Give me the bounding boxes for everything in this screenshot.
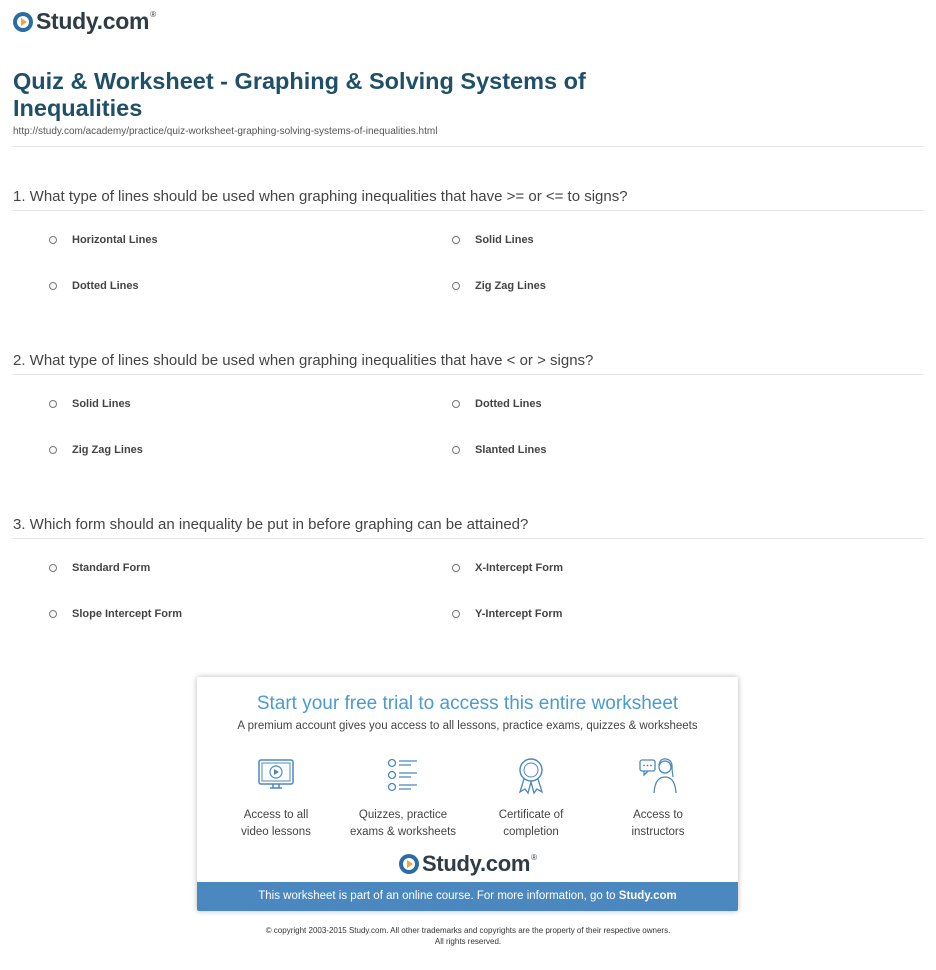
radio-button[interactable] [452, 282, 460, 290]
studycom-logo[interactable] [13, 8, 156, 35]
q3-option-c[interactable]: Slope Intercept Form [49, 608, 182, 620]
feature-video-lessons [221, 755, 331, 841]
q3-option-d[interactable]: Y-Intercept Form [452, 608, 562, 620]
play-logo-icon [399, 854, 419, 874]
feature-label: Access to all [243, 809, 309, 821]
question-2: 2. What type of lines should be used when graphing inequalities that have < or > signs? [13, 352, 594, 369]
q3-option-b[interactable]: X-Intercept Form [452, 562, 563, 574]
feature-quizzes [348, 755, 458, 841]
free-trial-promo [197, 677, 738, 911]
video-lesson-icon [256, 755, 296, 795]
feature-certificate [476, 755, 586, 841]
promo-heading[interactable]: Start your free trial to access this entire worksheet [256, 693, 679, 714]
instructor-icon [638, 755, 678, 795]
q1-option-c[interactable]: Dotted Lines [49, 280, 139, 292]
q1-option-a[interactable]: Horizontal Lines [49, 234, 158, 246]
feature-label: video lessons [241, 826, 311, 838]
divider [13, 210, 923, 211]
radio-button[interactable] [49, 236, 57, 244]
radio-button[interactable] [452, 400, 460, 408]
question-1: 1. What type of lines should be used when graphing inequalities that have >= or <= to signs? [13, 188, 628, 205]
q1-option-d[interactable]: Zig Zag Lines [452, 280, 546, 292]
divider [13, 146, 923, 147]
feature-instructors [603, 755, 713, 841]
radio-button[interactable] [49, 400, 57, 408]
certificate-icon [511, 755, 551, 795]
copyright-notice: © copyright 2003-2015 Study.com. All other trademarks and copyrights are the property of their respective owners. All rights reserved. [265, 926, 671, 946]
q2-option-a[interactable]: Solid Lines [49, 398, 131, 410]
feature-label: completion [503, 826, 559, 838]
q2-option-c[interactable]: Zig Zag Lines [49, 444, 143, 456]
brand-name: Study.com® [36, 8, 156, 34]
feature-label: Quizzes, practice [358, 809, 448, 821]
page-url: http://study.com/academy/practice/quiz-worksheet-graphing-solving-systems-of-inequalities.html [13, 126, 438, 137]
radio-button[interactable] [452, 446, 460, 454]
divider [13, 538, 923, 539]
feature-label: Certificate of [498, 809, 564, 821]
feature-label: Access to [633, 809, 683, 821]
radio-button[interactable] [452, 236, 460, 244]
studycom-logo[interactable] [399, 851, 537, 877]
promo-subheading: A premium account gives you access to all lessons, practice exams, quizzes & worksheets [237, 720, 698, 732]
radio-button[interactable] [452, 610, 460, 618]
divider [13, 374, 923, 375]
page-title: Quiz & Worksheet - Graphing & Solving Systems of Inequalities [13, 68, 586, 121]
studycom-link[interactable]: Study.com [618, 890, 677, 902]
feature-label: exams & worksheets [349, 826, 457, 838]
quiz-list-icon [383, 755, 423, 795]
q2-option-b[interactable]: Dotted Lines [452, 398, 542, 410]
q1-option-b[interactable]: Solid Lines [452, 234, 534, 246]
q3-option-a[interactable]: Standard Form [49, 562, 150, 574]
question-3: 3. Which form should an inequality be put in before graphing can be attained? [13, 516, 529, 533]
radio-button[interactable] [49, 446, 57, 454]
feature-label: instructors [631, 826, 685, 838]
radio-button[interactable] [49, 564, 57, 572]
radio-button[interactable] [49, 610, 57, 618]
q2-option-d[interactable]: Slanted Lines [452, 444, 547, 456]
brand-name: Study.com® [422, 851, 537, 876]
radio-button[interactable] [49, 282, 57, 290]
promo-info-bar: This worksheet is part of an online course. For more information, go to Study.com [197, 882, 738, 911]
play-logo-icon [13, 12, 33, 32]
radio-button[interactable] [452, 564, 460, 572]
